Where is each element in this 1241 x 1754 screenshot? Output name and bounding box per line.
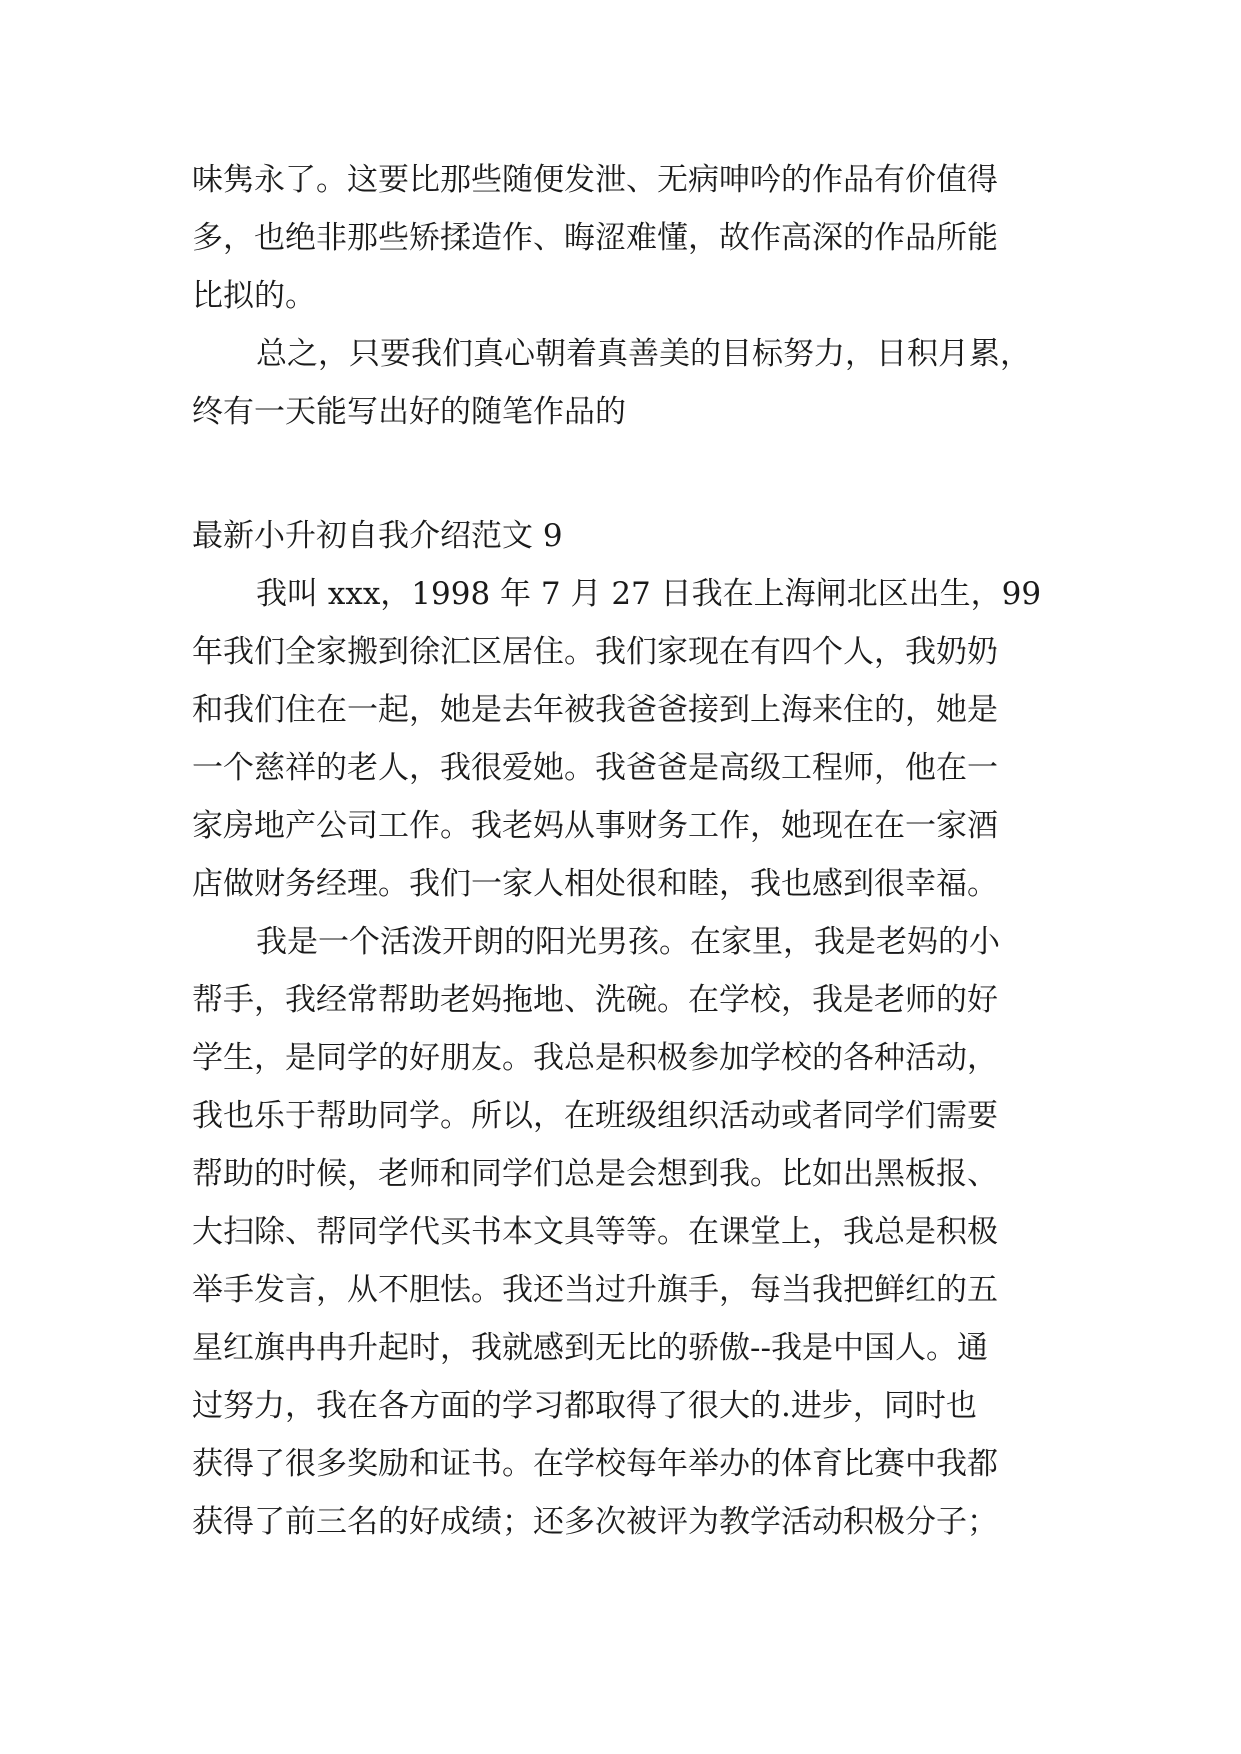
paragraph2-line-5: 帮助的时候，老师和同学们总是会想到我。比如出黑板报、 (192, 1156, 998, 1192)
paragraph2-line-3: 学生，是同学的好朋友。我总是积极参加学校的各种活动， (192, 1040, 998, 1076)
paragraph1-line-2: 年我们全家搬到徐汇区居住。我们家现在有四个人，我奶奶 (192, 634, 998, 670)
section-title: 最新小升初自我介绍范文 9 (192, 518, 563, 554)
paragraph2-line-7: 举手发言，从不胆怯。我还当过升旗手，每当我把鲜红的五 (192, 1272, 998, 1308)
paragraph2-line-4: 我也乐于帮助同学。所以，在班级组织活动或者同学们需要 (192, 1098, 998, 1134)
paragraph2-line-6: 大扫除、帮同学代买书本文具等等。在课堂上，我总是积极 (192, 1214, 998, 1250)
intro-line-3: 比拟的。 (192, 278, 316, 314)
paragraph1-line-3: 和我们住在一起，她是去年被我爸爸接到上海来住的，她是 (192, 692, 998, 728)
conclusion-line-2: 终有一天能写出好的随笔作品的 (192, 394, 626, 430)
paragraph1-line-6: 店做财务经理。我们一家人相处很和睦，我也感到很幸福。 (192, 866, 998, 902)
paragraph2-line-2: 帮手，我经常帮助老妈拖地、洗碗。在学校，我是老师的好 (192, 982, 998, 1018)
conclusion-line-1: 总之，只要我们真心朝着真善美的目标努力，日积月累， (256, 336, 1031, 372)
paragraph1-line-1: 我叫 xxx，1998 年 7 月 27 日我在上海闸北区出生，99 (256, 576, 1042, 612)
paragraph2-line-10: 获得了很多奖励和证书。在学校每年举办的体育比赛中我都 (192, 1446, 998, 1482)
intro-line-1: 味隽永了。这要比那些随便发泄、无病呻吟的作品有价值得 (192, 162, 998, 198)
paragraph2-line-8: 星红旗冉冉升起时，我就感到无比的骄傲--我是中国人。通 (192, 1330, 988, 1366)
paragraph2-line-9: 过努力，我在各方面的学习都取得了很大的.进步，同时也 (192, 1388, 977, 1424)
paragraph2-line-11: 获得了前三名的好成绩；还多次被评为教学活动积极分子； (192, 1504, 998, 1540)
paragraph1-line-4: 一个慈祥的老人，我很爱她。我爸爸是高级工程师，他在一 (192, 750, 998, 786)
paragraph1-line-5: 家房地产公司工作。我老妈从事财务工作，她现在在一家酒 (192, 808, 998, 844)
paragraph2-line-1: 我是一个活泼开朗的阳光男孩。在家里，我是老妈的小 (256, 924, 1000, 960)
intro-line-2: 多，也绝非那些矫揉造作、晦涩难懂，故作高深的作品所能 (192, 220, 998, 256)
